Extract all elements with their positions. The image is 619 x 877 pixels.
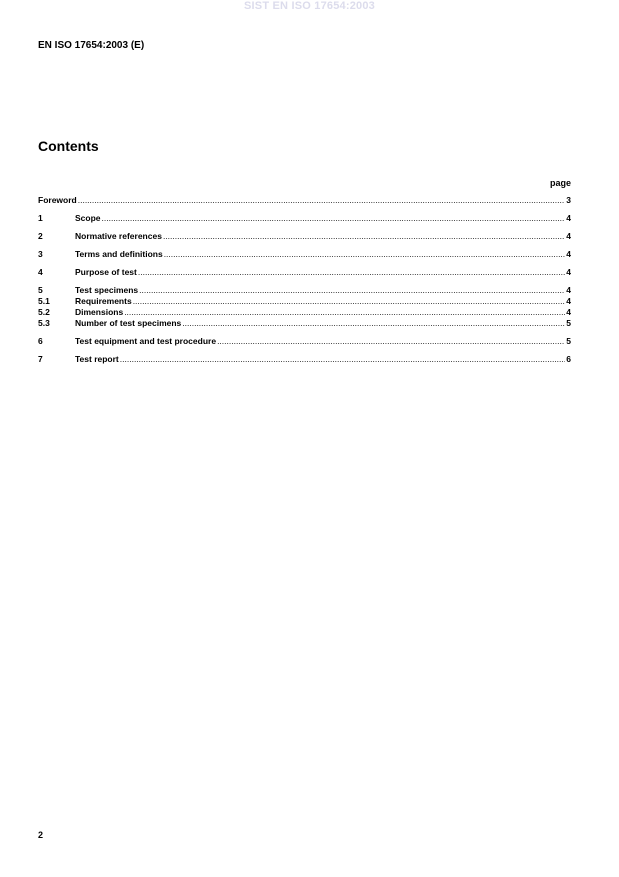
- toc-leader-dots: [120, 354, 565, 365]
- toc-entry-page: 4: [566, 231, 571, 241]
- toc-entry-number: 1: [38, 213, 43, 223]
- toc-entry-number: 6: [38, 336, 43, 346]
- toc-entry-title: Normative references: [75, 231, 162, 241]
- toc-entry-page: 6: [566, 354, 571, 364]
- toc-entry-title: Test equipment and test procedure: [75, 336, 217, 346]
- toc-leader-dots: [164, 249, 566, 260]
- toc-leader-dots: [138, 267, 565, 278]
- page-column-label: page: [549, 178, 571, 188]
- toc-leader-dots: [102, 213, 566, 224]
- toc-entry-page: 4: [566, 267, 571, 277]
- toc-entry-page: 4: [566, 296, 571, 306]
- toc-entry-title: Requirements: [75, 296, 132, 306]
- document-id-header: EN ISO 17654:2003 (E): [38, 40, 145, 51]
- toc-entry-title: Number of test specimens: [75, 318, 182, 328]
- toc-entry-title: Foreword: [38, 195, 77, 205]
- toc-entry-title: Test specimens: [75, 285, 139, 295]
- toc-entry-number-of-test-specimens[interactable]: [38, 318, 571, 329]
- toc-entry-dimensions[interactable]: [38, 307, 571, 318]
- toc-leader-dots: [133, 296, 566, 307]
- toc-entry-page: 3: [566, 195, 571, 205]
- toc-entry-requirements[interactable]: [38, 296, 571, 307]
- toc-entry-terms-and-definitions[interactable]: [38, 249, 571, 260]
- toc-entry-page: 4: [566, 249, 571, 259]
- toc-entry-number: 4: [38, 267, 43, 277]
- toc-entry-purpose-of-test[interactable]: [38, 267, 571, 278]
- toc-entry-number: 5: [38, 285, 43, 295]
- toc-entry-title: Purpose of test: [75, 267, 137, 277]
- toc-leader-dots: [217, 336, 565, 347]
- toc-entry-page: 5: [566, 318, 571, 328]
- toc-leader-dots: [78, 195, 566, 206]
- toc-entry-title: Scope: [75, 213, 101, 223]
- toc-entry-number: 3: [38, 249, 43, 259]
- toc-leader-dots: [124, 307, 565, 318]
- toc-entry-page: 5: [566, 336, 571, 346]
- page-number: 2: [38, 830, 44, 840]
- toc-entry-title: Terms and definitions: [75, 249, 163, 259]
- toc-entry-normative-references[interactable]: [38, 231, 571, 242]
- watermark: SIST EN ISO 17654:2003: [244, 0, 375, 12]
- toc-leader-dots: [163, 231, 565, 242]
- toc-entry-test-specimens[interactable]: [38, 285, 571, 296]
- toc-entry-number: 5.1: [38, 296, 50, 306]
- table-of-contents: [38, 195, 571, 365]
- toc-entry-number: 5.2: [38, 307, 50, 317]
- toc-entry-scope[interactable]: [38, 213, 571, 224]
- toc-entry-test-equipment-and-procedure[interactable]: [38, 336, 571, 347]
- toc-leader-dots: [182, 318, 565, 329]
- toc-entry-page: 4: [566, 285, 571, 295]
- toc-entry-title: Dimensions: [75, 307, 124, 317]
- toc-entry-number: 5.3: [38, 318, 50, 328]
- toc-leader-dots: [139, 285, 565, 296]
- toc-entry-foreword[interactable]: [38, 195, 571, 206]
- toc-entry-title: Test report: [75, 354, 119, 364]
- toc-entry-test-report[interactable]: [38, 354, 571, 365]
- contents-heading: Contents: [38, 138, 99, 154]
- toc-entry-number: 7: [38, 354, 43, 364]
- toc-entry-page: 4: [566, 213, 571, 223]
- toc-entry-page: 4: [566, 307, 571, 317]
- toc-entry-number: 2: [38, 231, 43, 241]
